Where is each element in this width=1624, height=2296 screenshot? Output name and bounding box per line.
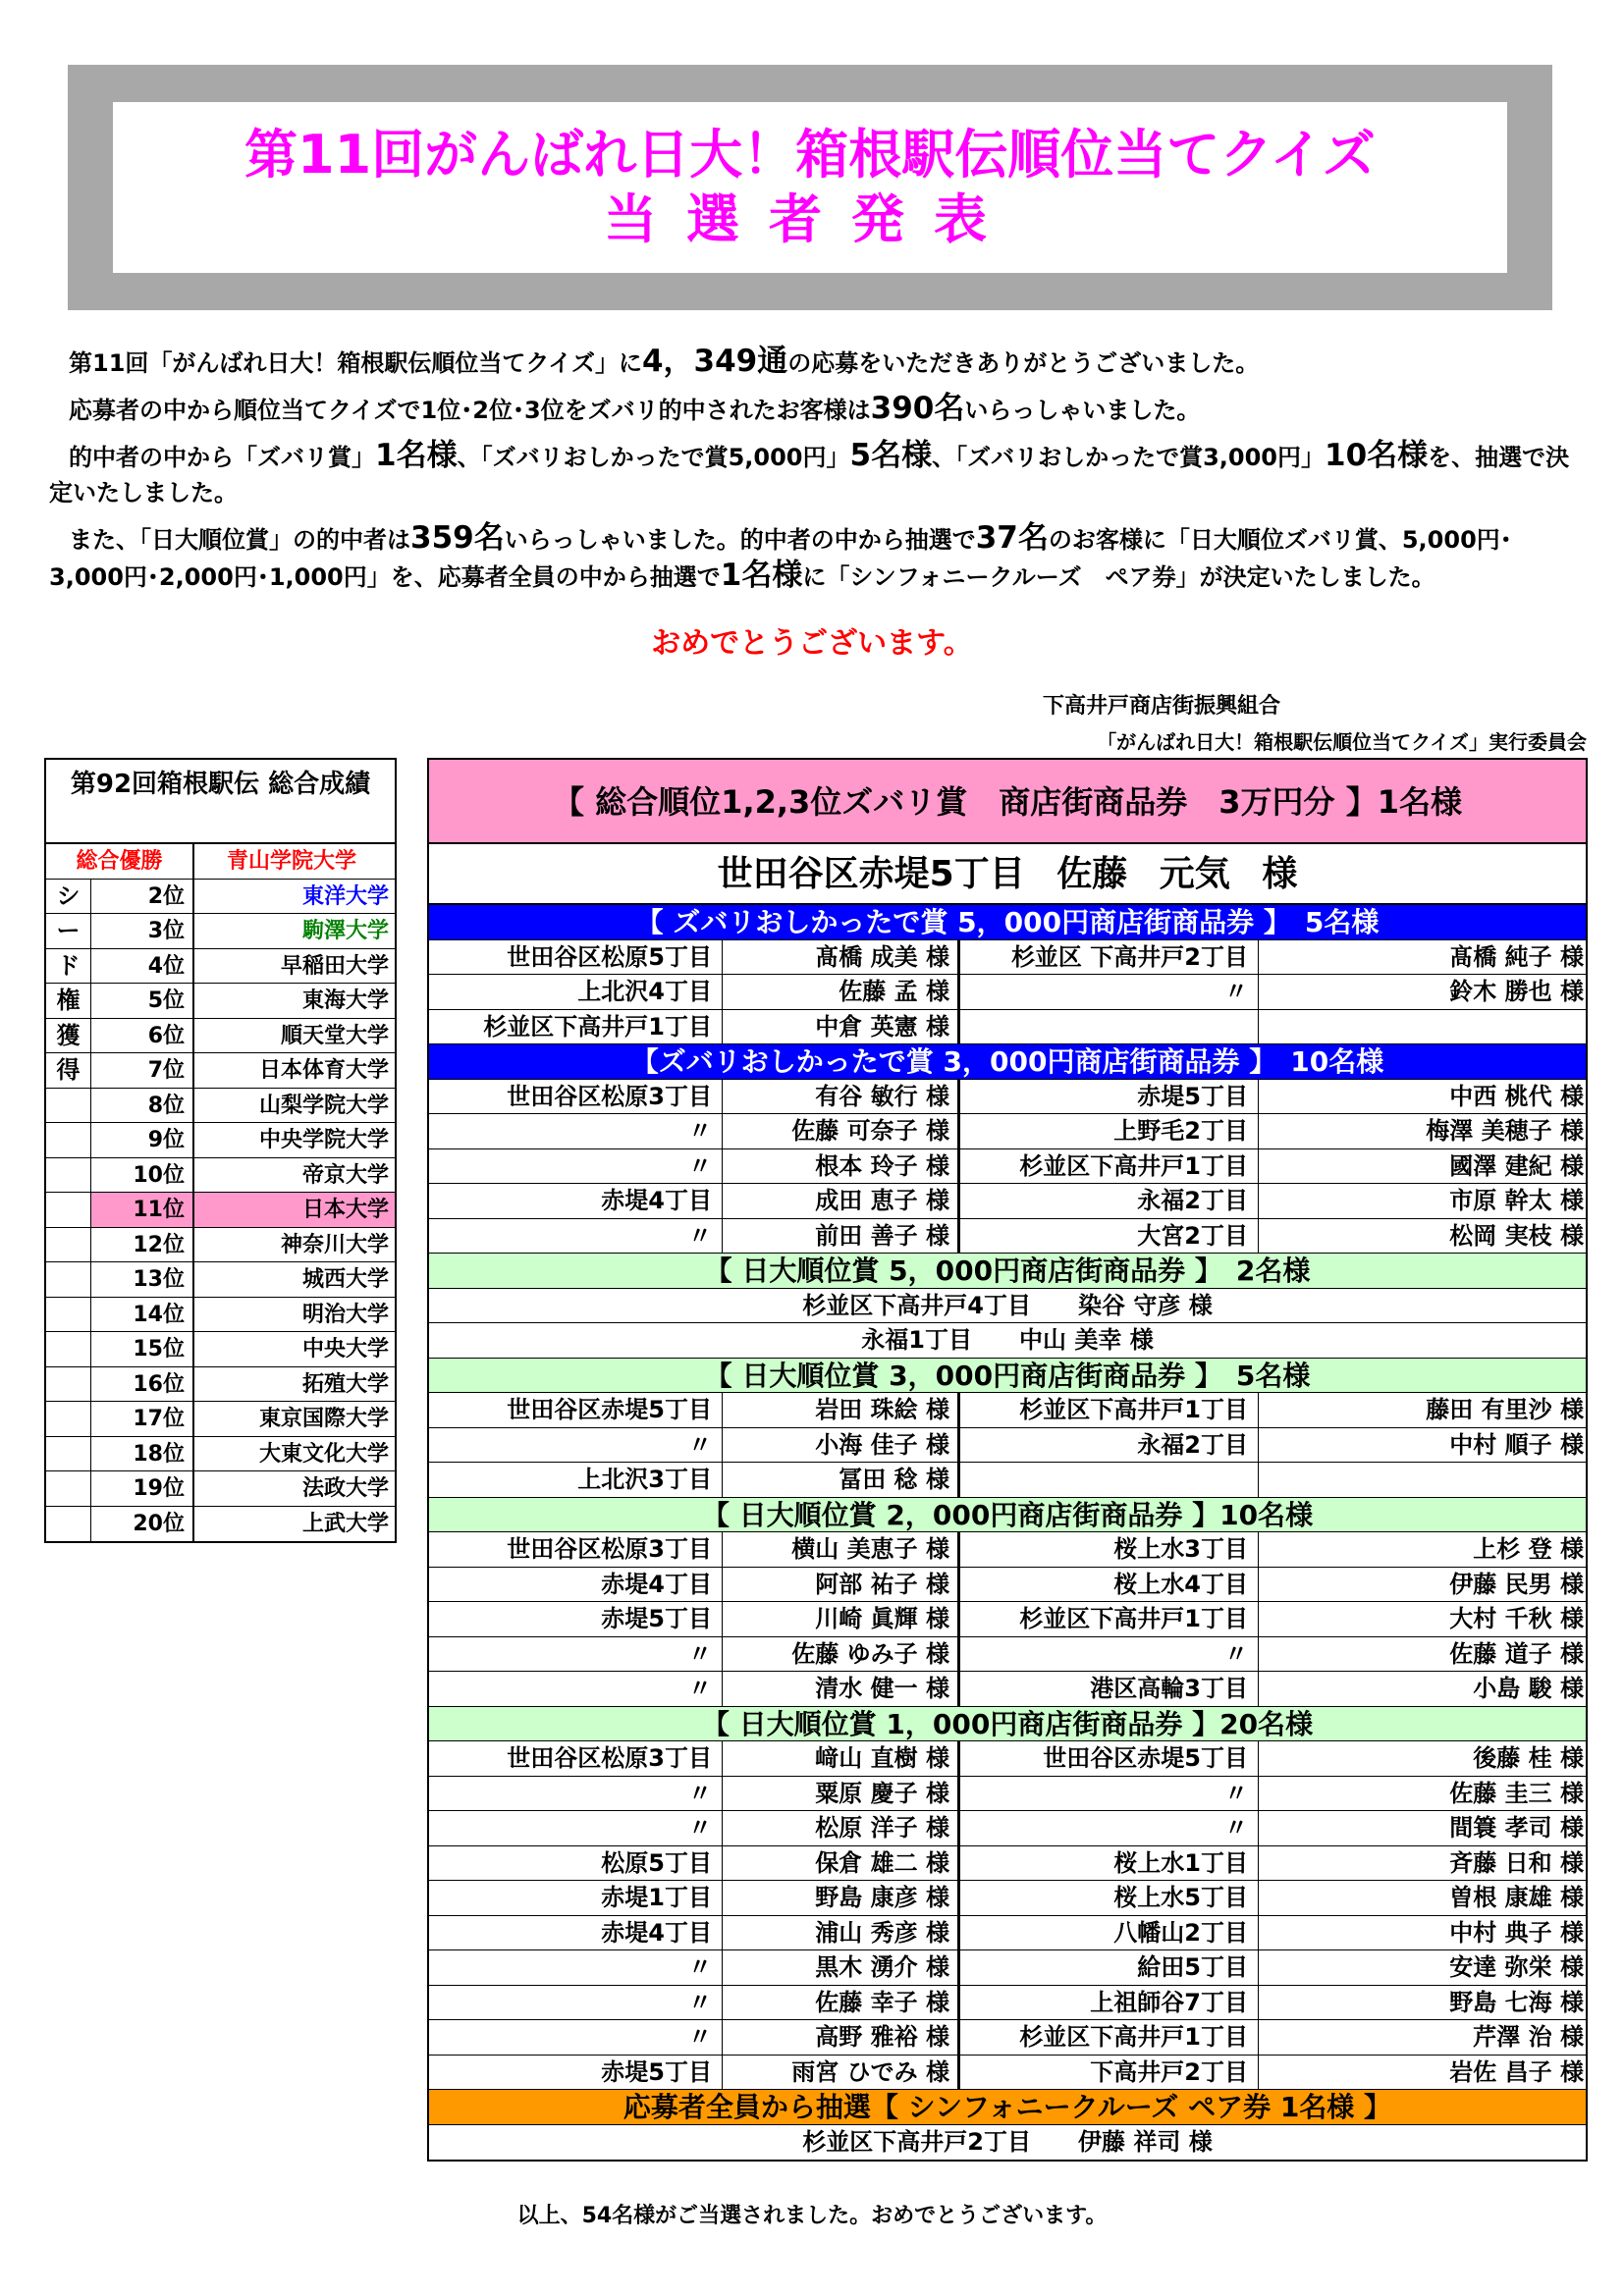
winner-count: 390名 — [870, 391, 965, 426]
page-subtitle: 当選者発表 — [604, 188, 1016, 250]
prize-section-title: 【 ズバリおしかったで賞 5，000円商店街商品券 】 5名様 — [429, 905, 1586, 940]
winner-address: 桜上水1丁目 — [959, 1846, 1258, 1881]
school-name: 中央大学 — [301, 1337, 389, 1362]
ranking-row — [46, 1123, 395, 1158]
winner-row — [429, 1811, 1586, 1846]
footer-note: 以上、54名様がご当選されました。おめでとうございます。 — [516, 2204, 1108, 2228]
ranking-row — [46, 844, 395, 880]
winner-address: 上祖師谷7丁目 — [959, 1986, 1258, 2020]
winner-row — [429, 1881, 1586, 1916]
seed-label — [46, 1158, 91, 1193]
winner-name: 野島 七海 様 — [1258, 1986, 1590, 2020]
rank-position: 20位 — [91, 1507, 194, 1542]
winner-name: 鈴木 勝也 様 — [1258, 975, 1590, 1009]
school-name: 拓殖大学 — [301, 1371, 389, 1397]
congrats-message: おめでとうございます。 — [651, 626, 973, 661]
winner-name: 阿部 祐子 様 — [722, 1568, 959, 1602]
winner-address: 〃 — [688, 1639, 712, 1668]
winner-name: 小島 駿 様 — [1258, 1672, 1590, 1706]
school-name: 中央学院大学 — [258, 1128, 389, 1152]
ranking-row — [46, 984, 395, 1019]
winner-row — [429, 1602, 1586, 1637]
seed-label — [46, 1228, 91, 1262]
school-name: 大東文化大学 — [258, 1441, 389, 1467]
winner-name: 﨑山 直樹 様 — [722, 1741, 959, 1776]
winner-address: 〃 — [688, 2023, 712, 2051]
winner-row — [429, 1637, 1586, 1673]
winner-name: 佐藤 可奈子 様 — [722, 1114, 959, 1148]
ranking-row — [46, 1019, 395, 1054]
seed-label — [46, 1089, 91, 1123]
intro-text-part: 第11回「がんばれ日大！箱根駅伝順位当てクイズ」に — [69, 349, 642, 377]
winner-address: 〃 — [688, 1430, 712, 1459]
winner-entry: 永福1丁目 中山 美幸 様 — [429, 1323, 1586, 1359]
winner-address: 〃 — [959, 1637, 1258, 1672]
winner-row — [429, 975, 1586, 1010]
count-emph: 1名様 — [720, 558, 803, 593]
prize-section-title: 【ズバリおしかったで賞 3，000円商店街商品券 】 10名様 — [429, 1044, 1586, 1080]
winner-address: 永福2丁目 — [959, 1428, 1258, 1463]
winner-address: 杉並区下高井戸1丁目 — [959, 1602, 1258, 1636]
organizer-committee: 「がんばれ日大！箱根駅伝順位当てクイズ」実行委員会 — [1097, 730, 1587, 754]
ranking-rows — [46, 844, 395, 1541]
prize-sections — [429, 905, 1586, 2160]
winner-address: 〃 — [688, 1675, 712, 1702]
winner-name: 佐藤 ゆみ子 様 — [722, 1637, 959, 1672]
winner-address: 赤堤5丁目 — [959, 1080, 1258, 1114]
winner-address: 赤堤1丁目 — [601, 1884, 712, 1911]
school-name: 帝京大学 — [301, 1162, 389, 1188]
ranking-row — [46, 1262, 395, 1298]
grand-prize-title: 【 総合順位1,2,3位ズバリ賞 商店街商品券 3万円分 】1名様 — [429, 760, 1586, 844]
winner-name: 佐藤 道子 様 — [1258, 1637, 1590, 1672]
winner-row — [429, 1393, 1586, 1428]
winner-name: 中村 順子 様 — [1258, 1428, 1590, 1463]
winner-address: 桜上水5丁目 — [959, 1881, 1258, 1915]
intro-text-part: に「シンフォニークルーズ ペア券」が決定いたしました。 — [802, 563, 1435, 591]
prize-section-title: 【 日大順位賞 2，000円商店街商品券 】10名様 — [429, 1498, 1586, 1533]
rank-position: 6位 — [91, 1019, 194, 1053]
winner-name: 前田 善子 様 — [722, 1219, 959, 1254]
ranking-row — [46, 1471, 395, 1507]
winner-row — [429, 1114, 1586, 1149]
winner-name: 岩田 珠絵 様 — [722, 1393, 959, 1427]
school-name: 青山学院大学 — [226, 849, 356, 874]
winner-name: 伊藤 民男 様 — [1258, 1568, 1590, 1602]
rank-position: 2位 — [91, 880, 194, 914]
winner-address: 世田谷区松原3丁目 — [507, 1535, 712, 1563]
winner-row — [429, 1986, 1586, 2021]
rank-position: 総合優勝 — [46, 844, 194, 879]
winner-name: 根本 玲子 様 — [722, 1149, 959, 1184]
winner-row — [429, 1463, 1586, 1498]
winner-address: 赤堤4丁目 — [601, 1187, 712, 1214]
rank-position: 8位 — [91, 1089, 194, 1123]
winner-name — [1258, 1010, 1590, 1044]
entry-count: 4，349通 — [641, 344, 788, 379]
count-emph: 359名 — [410, 520, 505, 556]
count-emph: 1名様 — [375, 438, 458, 473]
rank-position: 16位 — [91, 1367, 194, 1402]
ranking-row — [46, 1298, 395, 1333]
ranking-row — [46, 1089, 395, 1124]
winner-address: 桜上水3丁目 — [959, 1532, 1258, 1567]
seed-label — [46, 1367, 91, 1402]
winner-row — [429, 940, 1586, 976]
rank-position: 11位 — [91, 1193, 194, 1227]
school-name: 順天堂大学 — [280, 1023, 389, 1048]
winner-name: 小海 佳子 様 — [722, 1428, 959, 1463]
winner-address: 松原5丁目 — [601, 1848, 712, 1877]
winner-row — [429, 1532, 1586, 1568]
seed-label: ー — [46, 914, 91, 948]
ranking-row — [46, 1402, 395, 1437]
winner-name: 大村 千秋 様 — [1258, 1602, 1590, 1636]
winner-address: 〃 — [959, 1811, 1258, 1845]
prize-section-title: 【 日大順位賞 3，000円商店街商品券 】 5名様 — [429, 1359, 1586, 1394]
school-name: 日本大学 — [194, 1193, 395, 1227]
winner-address: 給田5丁目 — [959, 1950, 1258, 1985]
winner-address: 世田谷区赤堤5丁目 — [507, 1396, 712, 1423]
winner-name: 髙橋 純子 様 — [1258, 940, 1590, 975]
winner-name: 浦山 秀彦 様 — [722, 1916, 959, 1950]
intro-text-part: の応募をいただきありがとうございました。 — [787, 349, 1260, 377]
ranking-row — [46, 880, 395, 915]
winner-address: 永福2丁目 — [959, 1184, 1258, 1218]
winner-name: 佐藤 幸子 様 — [722, 1986, 959, 2020]
winner-row — [429, 1184, 1586, 1219]
winner-address: 赤堤5丁目 — [601, 1605, 712, 1632]
intro-paragraph — [49, 391, 1581, 428]
seed-label — [46, 1332, 91, 1366]
winner-address: 〃 — [688, 1814, 712, 1842]
winner-name: 曽根 康雄 様 — [1258, 1881, 1590, 1915]
school-name: 東海大学 — [301, 988, 389, 1013]
school-name: 神奈川大学 — [280, 1232, 389, 1257]
winner-address: 杉並区下高井戸1丁目 — [959, 1393, 1258, 1427]
winner-name: 岩佐 昌子 様 — [1258, 2056, 1590, 2090]
winner-name: 上杉 登 様 — [1258, 1532, 1590, 1567]
winner-name: 清水 健一 様 — [722, 1672, 959, 1706]
school-name: 上武大学 — [301, 1511, 389, 1536]
winner-name: 川崎 眞輝 様 — [722, 1602, 959, 1636]
winner-address: 赤堤5丁目 — [601, 2057, 712, 2086]
rank-position: 13位 — [91, 1262, 194, 1297]
winner-address: 〃 — [688, 1117, 712, 1145]
intro-text-part: 応募者の中から順位当てクイズで1位･2位･3位をズバリ的中されたお客様は — [69, 397, 871, 424]
rank-position: 5位 — [91, 984, 194, 1018]
seed-label: 獲 — [46, 1019, 91, 1053]
intro-paragraph — [49, 344, 1581, 381]
winner-address: 〃 — [688, 1151, 712, 1180]
winner-name: 國澤 建紀 様 — [1258, 1149, 1590, 1184]
winner-address: 下高井戸2丁目 — [959, 2056, 1258, 2090]
count-emph: 5名様 — [849, 438, 933, 473]
winner-name: 藤田 有里沙 様 — [1258, 1393, 1590, 1427]
winner-row — [429, 2020, 1586, 2056]
winner-address: 〃 — [959, 1777, 1258, 1811]
winner-address: 上北沢3丁目 — [577, 1466, 712, 1493]
winner-row — [429, 1916, 1586, 1951]
winner-name: 粟原 慶子 様 — [722, 1777, 959, 1811]
ranking-row — [46, 1367, 395, 1403]
winner-name: 黒木 湧介 様 — [722, 1950, 959, 1985]
rank-position: 15位 — [91, 1332, 194, 1366]
winner-address — [959, 1463, 1258, 1497]
school-name: 駒澤大学 — [301, 919, 389, 943]
rank-position: 14位 — [91, 1298, 194, 1332]
winner-name: 雨宮 ひでみ 様 — [722, 2056, 959, 2090]
school-name: 明治大学 — [301, 1302, 389, 1327]
winner-address: 杉並区下高井戸1丁目 — [959, 2020, 1258, 2055]
organizer-name: 下高井戸商店街振興組合 — [1042, 694, 1280, 719]
intro-text-part: また、「日大順位賞」の的中者は — [69, 526, 410, 554]
winner-name: 後藤 桂 様 — [1258, 1741, 1590, 1776]
winner-name: 冨田 稔 様 — [722, 1463, 959, 1497]
count-emph: 10名様 — [1325, 438, 1429, 473]
winner-address — [959, 1010, 1258, 1044]
winner-address: 世田谷区松原3丁目 — [507, 1082, 712, 1110]
intro-text-part: を、抽選で決定いたしました。 — [49, 444, 1570, 507]
intro-text-part: いらっしゃいました。的中者の中から抽選で — [504, 526, 976, 554]
winner-row — [429, 1846, 1586, 1882]
winner-name: 安達 弥栄 様 — [1258, 1950, 1590, 1985]
winner-name: 成田 恵子 様 — [722, 1184, 959, 1218]
rank-position: 9位 — [91, 1123, 194, 1157]
rank-position: 7位 — [91, 1053, 194, 1088]
winner-name: 松原 洋子 様 — [722, 1811, 959, 1845]
winner-address: 赤堤4丁目 — [601, 1918, 712, 1947]
winner-name: 横山 美恵子 様 — [722, 1532, 959, 1567]
winner-name: 芹澤 治 様 — [1258, 2020, 1590, 2055]
winner-address: 上北沢4丁目 — [577, 978, 712, 1005]
seed-label — [46, 1123, 91, 1157]
winner-address: 大宮2丁目 — [959, 1219, 1258, 1254]
title-box — [113, 102, 1507, 273]
winner-address: 杉並区下高井戸1丁目 — [959, 1149, 1258, 1184]
intro-text-part: いらっしゃいました。 — [964, 397, 1201, 424]
rank-position: 4位 — [91, 949, 194, 984]
ranking-table — [44, 758, 397, 1543]
seed-label — [46, 1437, 91, 1471]
winner-name — [1258, 1463, 1590, 1497]
ranking-row — [46, 1053, 395, 1089]
count-emph: 37名 — [975, 520, 1049, 556]
winner-name: 保倉 雄二 様 — [722, 1846, 959, 1881]
seed-label: ド — [46, 949, 91, 984]
school-name: 東京国際大学 — [258, 1407, 389, 1431]
prize-section-title: 応募者全員から抽選【 シンフォニークルーズ ペア券 1名様 】 — [429, 2090, 1586, 2125]
grand-prize-winner: 世田谷区赤堤5丁目 佐藤 元気 様 — [429, 844, 1586, 905]
intro-paragraph — [49, 438, 1581, 510]
winner-address: 〃 — [959, 975, 1258, 1009]
intro-text-part: のお客様に「日大順位ズバリ賞、5,000円･3,000円･2,000円･1,000円」を、応募者全員の中から抽選で — [49, 526, 1512, 591]
ranking-row — [46, 1332, 395, 1367]
seed-label — [46, 1507, 91, 1542]
ranking-header: 第92回箱根駅伝 総合成績 — [46, 760, 395, 844]
winner-entry: 杉並区下高井戸4丁目 染谷 守彦 様 — [429, 1289, 1586, 1324]
winner-address: 赤堤4丁目 — [601, 1570, 712, 1598]
winner-entry: 杉並区下高井戸2丁目 伊藤 祥司 様 — [802, 2127, 1213, 2156]
winner-name: 間簑 孝司 様 — [1258, 1811, 1590, 1845]
ranking-row — [46, 1158, 395, 1194]
winner-address: 〃 — [688, 1953, 712, 1981]
ranking-row — [46, 1228, 395, 1263]
winner-address: 〃 — [688, 1988, 712, 2016]
winner-address: 世田谷区赤堤5丁目 — [959, 1741, 1258, 1776]
school-name: 東洋大学 — [301, 883, 389, 909]
intro-paragraph — [49, 520, 1581, 595]
ranking-row — [46, 1437, 395, 1472]
title-frame — [68, 65, 1552, 310]
intro-text — [49, 344, 1581, 605]
winner-row — [429, 1777, 1586, 1812]
winner-name: 中倉 英憲 様 — [722, 1010, 959, 1044]
winner-name: 佐藤 孟 様 — [722, 975, 959, 1009]
winner-row — [429, 1010, 1586, 1045]
rank-position: 10位 — [91, 1158, 194, 1193]
school-name: 山梨学院大学 — [258, 1093, 389, 1118]
winner-row — [429, 1950, 1586, 1986]
winner-address: 〃 — [688, 1221, 712, 1250]
winner-address: 上野毛2丁目 — [959, 1114, 1258, 1148]
winner-address: 世田谷区松原3丁目 — [507, 1744, 712, 1772]
winner-name: 中村 典子 様 — [1258, 1916, 1590, 1950]
intro-text-part: 、「ズバリおしかったで賞3,000円」 — [932, 444, 1325, 471]
seed-label: シ — [46, 880, 91, 914]
school-name: 早稲田大学 — [280, 953, 389, 979]
rank-position: 19位 — [91, 1471, 194, 1506]
winner-address: 桜上水4丁目 — [959, 1568, 1258, 1602]
ranking-row — [46, 1507, 395, 1542]
winner-address: 世田谷区松原5丁目 — [507, 942, 712, 971]
seed-label — [46, 1471, 91, 1506]
winner-row — [429, 1080, 1586, 1115]
school-name: 城西大学 — [301, 1267, 389, 1292]
rank-position: 3位 — [91, 914, 194, 948]
rank-position: 17位 — [91, 1402, 194, 1436]
winner-address: 八幡山2丁目 — [959, 1916, 1258, 1950]
school-name: 日本体育大学 — [258, 1058, 389, 1083]
winner-name: 野島 康彦 様 — [722, 1881, 959, 1915]
intro-text-part: 的中者の中から「ズバリ賞」 — [69, 444, 375, 471]
winner-name: 高野 雅裕 様 — [722, 2020, 959, 2055]
prize-table — [427, 758, 1588, 2162]
rank-position: 18位 — [91, 1437, 194, 1471]
seed-label — [46, 1193, 91, 1227]
ranking-row — [46, 914, 395, 949]
seed-label — [46, 1298, 91, 1332]
winner-name: 中西 桃代 様 — [1258, 1080, 1590, 1114]
ranking-row — [46, 949, 395, 985]
seed-label — [46, 1262, 91, 1297]
winner-address: 〃 — [688, 1779, 712, 1807]
intro-text-part: 、「ズバリおしかったで賞5,000円」 — [457, 444, 850, 471]
winner-address: 杉並区下高井戸1丁目 — [483, 1012, 712, 1041]
winner-row — [429, 2056, 1586, 2091]
seed-label: 得 — [46, 1053, 91, 1088]
winner-name: 梅澤 美穂子 様 — [1258, 1114, 1590, 1148]
ranking-row — [46, 1193, 395, 1228]
winner-row — [429, 1741, 1586, 1777]
page-title: 第11回がんばれ日大！箱根駅伝順位当てクイズ — [244, 124, 1376, 186]
winner-name: 有谷 敏行 様 — [722, 1080, 959, 1114]
winner-name: 市原 幹太 様 — [1258, 1184, 1590, 1218]
winner-name: 佐藤 圭三 様 — [1258, 1777, 1590, 1811]
winner-name: 松岡 実枝 様 — [1258, 1219, 1590, 1254]
seed-label — [46, 1402, 91, 1436]
winner-row — [429, 1219, 1586, 1255]
prize-section-title: 【 日大順位賞 1，000円商店街商品券 】20名様 — [429, 1707, 1586, 1742]
prize-section-title: 【 日大順位賞 5，000円商店街商品券 】 2名様 — [429, 1254, 1586, 1289]
winner-row — [429, 1672, 1586, 1707]
winner-row — [429, 1568, 1586, 1603]
seed-label: 権 — [46, 984, 91, 1018]
winner-name: 斉藤 日和 様 — [1258, 1846, 1590, 1881]
rank-position: 12位 — [91, 1228, 194, 1262]
winner-row — [429, 1149, 1586, 1185]
school-name: 法政大学 — [301, 1476, 389, 1501]
winner-address: 杉並区 下高井戸2丁目 — [959, 940, 1258, 975]
winner-name: 髙橋 成美 様 — [722, 940, 959, 975]
winner-row — [429, 1428, 1586, 1464]
winner-address: 港区高輪3丁目 — [959, 1672, 1258, 1706]
